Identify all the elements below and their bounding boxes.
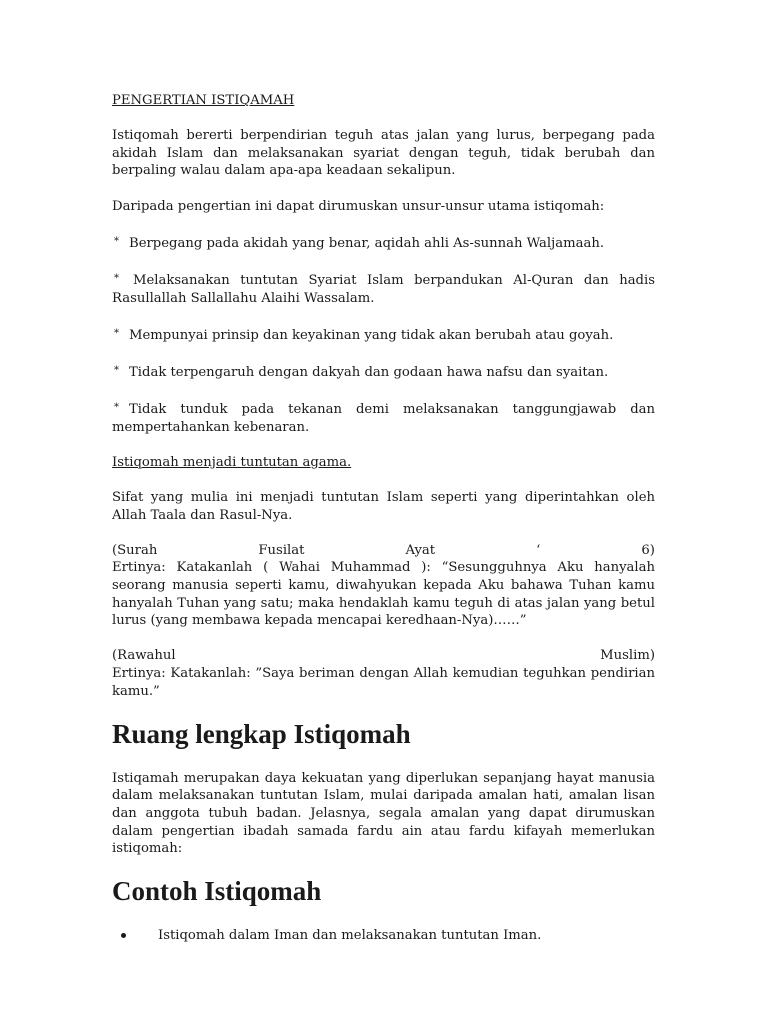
list-item: [112, 362, 655, 382]
bullet-text: Tidak tunduk pada tekanan demi melaksanakan tanggungjawab dan mempertahankan kebenaran.: [112, 402, 655, 435]
list-item: [112, 270, 655, 307]
citation-part: (Rawahul: [112, 648, 176, 664]
citation-source-line: [112, 542, 655, 560]
contoh-list: [112, 927, 655, 945]
lead-paragraph: Daripada pengertian ini dapat dirumuskan unsur-unsur utama istiqomah:: [112, 198, 605, 214]
section2-title: Istiqomah menjadi tuntutan agama.: [112, 454, 352, 470]
citation-part: ‘: [536, 542, 541, 558]
citation-translation: Ertinya: Katakanlah: ”Saya beriman dengan Allah kemudian teguhkan pendirian kamu.”: [112, 666, 655, 699]
bullet-text: Melaksanakan tuntutan Syariat Islam berpandukan Al-Quran dan hadis Rasullallah Sallallahu Alaihi Wassalam.: [112, 272, 655, 306]
contoh-text: Istiqomah dalam Iman dan melaksanakan tuntutan Iman.: [158, 928, 542, 944]
asterisk-bullet-icon: *: [114, 402, 119, 414]
bullet-dot-icon: [121, 933, 126, 938]
bullet-text: Berpegang pada akidah yang benar, aqidah ahli As-sunnah Waljamaah.: [129, 235, 605, 251]
bullet-text: Mempunyai prinsip dan keyakinan yang tidak akan berubah atau goyah.: [129, 327, 614, 343]
citation-part: Muslim): [600, 648, 655, 664]
ruang-paragraph: Istiqamah merupakan daya kekuatan yang diperlukan sepanjang hayat manusia dalam melaksanakan tuntutan Islam, mulai daripada amalan hati, amalan lisan dan anggota tubuh badan. Jelasnya, segala amalan yang dapat dirumuskan dalam pengertian ibadah samada fardu ain atau fardu kifayah memerlukan istiqomah:: [112, 770, 655, 857]
heading-ruang-lengkap: Ruang lengkap Istiqomah: [112, 718, 411, 749]
bullet-text: Tidak terpengaruh dengan dakyah dan godaan hawa nafsu dan syaitan.: [129, 364, 609, 380]
citation-part: 6): [641, 542, 655, 558]
section2-paragraph: Sifat yang mulia ini menjadi tuntutan Islam seperti yang diperintahkan oleh Allah Taala dan Rasul-Nya.: [112, 490, 655, 523]
asterisk-bullet-icon: *: [114, 327, 119, 339]
list-item: [112, 325, 655, 345]
citation-part: (Surah: [112, 542, 158, 558]
doc-title: PENGERTIAN ISTIQAMAH: [112, 93, 295, 108]
asterisk-bullet-icon: *: [114, 364, 119, 376]
list-item: [112, 927, 655, 945]
citation-translation: Ertinya: Katakanlah ( Wahai Muhammad ): “Sesungguhnya Aku hanyalah seorang manusia seperti kamu, diwahyukan kepada Aku bahawa Tuhan kamu hanyalah Tuhan yang satu; maka hendaklah kamu teguh di atas jalan yang betul lurus (yang membawa kepada mencapai keredhaan-Nya)……”: [112, 560, 655, 629]
intro-paragraph: Istiqomah bererti berpendirian teguh atas jalan yang lurus, berpegang pada akidah Islam dan melaksanakan syariat dengan teguh, tidak berubah dan berpaling walau dalam apa-apa keadaan sekalipun.: [112, 128, 655, 179]
citation-surah: [112, 542, 655, 630]
asterisk-bullet-icon: *: [114, 272, 119, 284]
list-item: [112, 233, 655, 253]
list-item: [112, 399, 655, 436]
heading-contoh: Contoh Istiqomah: [112, 876, 322, 907]
citation-hadith: [112, 647, 655, 700]
citation-part: Ayat: [405, 542, 436, 558]
asterisk-bullet-icon: *: [114, 235, 119, 247]
citation-part: Fusilat: [258, 542, 305, 558]
citation-source-line: [112, 647, 655, 665]
